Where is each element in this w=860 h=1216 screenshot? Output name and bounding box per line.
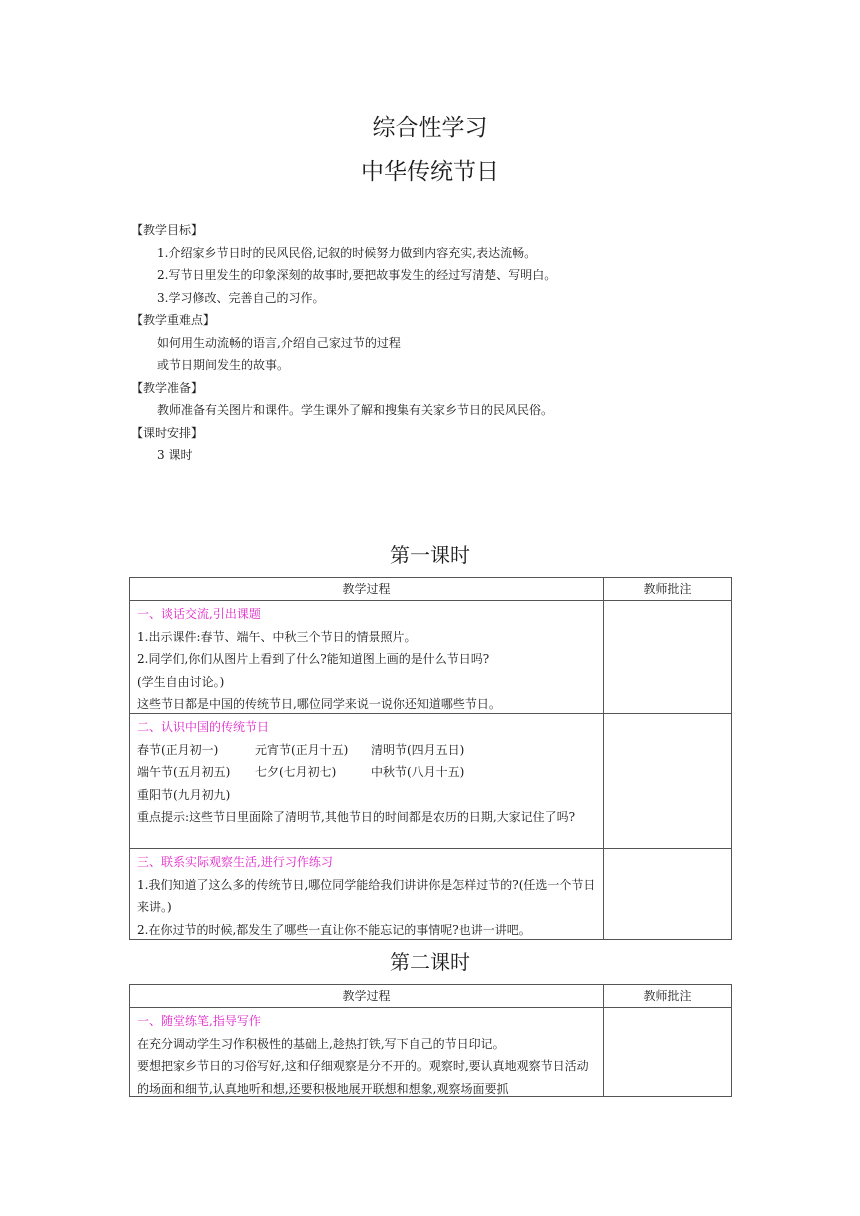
goal-item: 2.写节日里发生的印象深刻的故事时,要把故事发生的经过写清楚、写明白。 bbox=[157, 268, 557, 282]
notes-cell bbox=[604, 849, 732, 940]
process-cell bbox=[130, 849, 604, 940]
process-line: 2.同学们,你们从图片上看到了什么?能知道图上画的是什么节日吗? bbox=[137, 652, 490, 666]
process-column-header: 教学过程 bbox=[130, 578, 604, 601]
festival-item: 端午节(五月初五) bbox=[137, 765, 231, 779]
page-title: 综合性学习 bbox=[372, 115, 488, 141]
notes-column-header: 教师批注 bbox=[604, 578, 732, 601]
process-cell bbox=[130, 1008, 604, 1097]
festival-item: 清明节(四月五日) bbox=[371, 742, 465, 757]
process-line: 要想把家乡节日的习俗写好,这和仔细观察是分不开的。观察时,要认真地观察节日活动的场面和细节,认真地听和想,还要积极地展开联想和想象,观察场面要抓 bbox=[137, 1059, 589, 1096]
schedule-text: 3 课时 bbox=[157, 448, 193, 462]
lesson1-table bbox=[129, 577, 732, 940]
preparation-text: 教师准备有关图片和课件。学生课外了解和搜集有关家乡节日的民风民俗。 bbox=[157, 403, 554, 417]
process-cell bbox=[130, 714, 604, 849]
process-cell bbox=[130, 601, 604, 714]
table-header-row bbox=[130, 578, 732, 601]
goals-heading: 【教学目标】 bbox=[131, 223, 204, 237]
notes-cell bbox=[604, 714, 732, 849]
process-line: 1.出示课件:春节、端午、中秋三个节日的情景照片。 bbox=[137, 629, 417, 644]
table-row bbox=[130, 849, 732, 940]
process-line: 这些节日都是中国的传统节日,哪位同学来说一说你还知道哪些节日。 bbox=[137, 697, 501, 711]
table-header-row bbox=[130, 985, 732, 1008]
page-subtitle: 中华传统节日 bbox=[361, 159, 499, 185]
notes-cell bbox=[604, 1008, 732, 1097]
table-row bbox=[130, 1008, 732, 1097]
key-tip: 重点提示:这些节日里面除了清明节,其他节日的时间都是农历的日期,大家记住了吗? bbox=[137, 810, 576, 824]
festival-item: 中秋节(八月十五) bbox=[371, 765, 465, 779]
festival-line bbox=[137, 739, 597, 762]
notes-column-header: 教师批注 bbox=[604, 985, 732, 1008]
process-column-header: 教学过程 bbox=[130, 985, 604, 1008]
festival-item: 重阳节(九月初九) bbox=[137, 787, 231, 802]
lesson-overview bbox=[131, 219, 731, 467]
festival-item: 春节(正月初一) bbox=[137, 742, 219, 757]
festival-item: 元宵节(正月十五) bbox=[255, 742, 349, 757]
section-heading: 一、随堂练笔,指导写作 bbox=[137, 1014, 261, 1028]
schedule-heading: 【课时安排】 bbox=[131, 425, 204, 440]
section-heading: 一、谈话交流,引出课题 bbox=[137, 607, 261, 621]
section-heading: 二、认识中国的传统节日 bbox=[137, 720, 270, 734]
lesson2-title: 第二课时 bbox=[390, 950, 470, 974]
table-row bbox=[130, 601, 732, 714]
key-points-heading: 【教学重难点】 bbox=[131, 313, 216, 327]
process-line: (学生自由讨论。) bbox=[137, 674, 225, 689]
festival-line bbox=[137, 761, 597, 784]
preparation-heading: 【教学准备】 bbox=[131, 380, 204, 395]
lesson2-table bbox=[129, 984, 732, 1097]
notes-cell bbox=[604, 601, 732, 714]
lesson1-title: 第一课时 bbox=[390, 543, 470, 567]
festival-item: 七夕(七月初七) bbox=[255, 765, 337, 779]
key-point-line: 如何用生动流畅的语言,介绍自己家过节的过程 bbox=[157, 335, 401, 350]
section-heading: 三、联系实际观察生活,进行习作练习 bbox=[137, 855, 333, 869]
key-point-line: 或节日期间发生的故事。 bbox=[157, 358, 290, 372]
festival-line bbox=[137, 784, 597, 807]
process-line: 1.我们知道了这么多的传统节日,哪位同学能给我们讲讲你是怎样过节的?(任选一个节日来讲。) bbox=[137, 877, 596, 914]
goal-item: 1.介绍家乡节日时的民风民俗,记叙的时候努力做到内容充实,表达流畅。 bbox=[157, 245, 537, 260]
table-row bbox=[130, 714, 732, 849]
goal-item: 3.学习修改、完善自己的习作。 bbox=[157, 290, 325, 305]
process-line: 2.在你过节的时候,都发生了哪些一直让你不能忘记的事情呢?也讲一讲吧。 bbox=[137, 922, 531, 937]
process-line: 在充分调动学生习作积极性的基础上,趁热打铁,写下自己的节日印记。 bbox=[137, 1036, 505, 1051]
